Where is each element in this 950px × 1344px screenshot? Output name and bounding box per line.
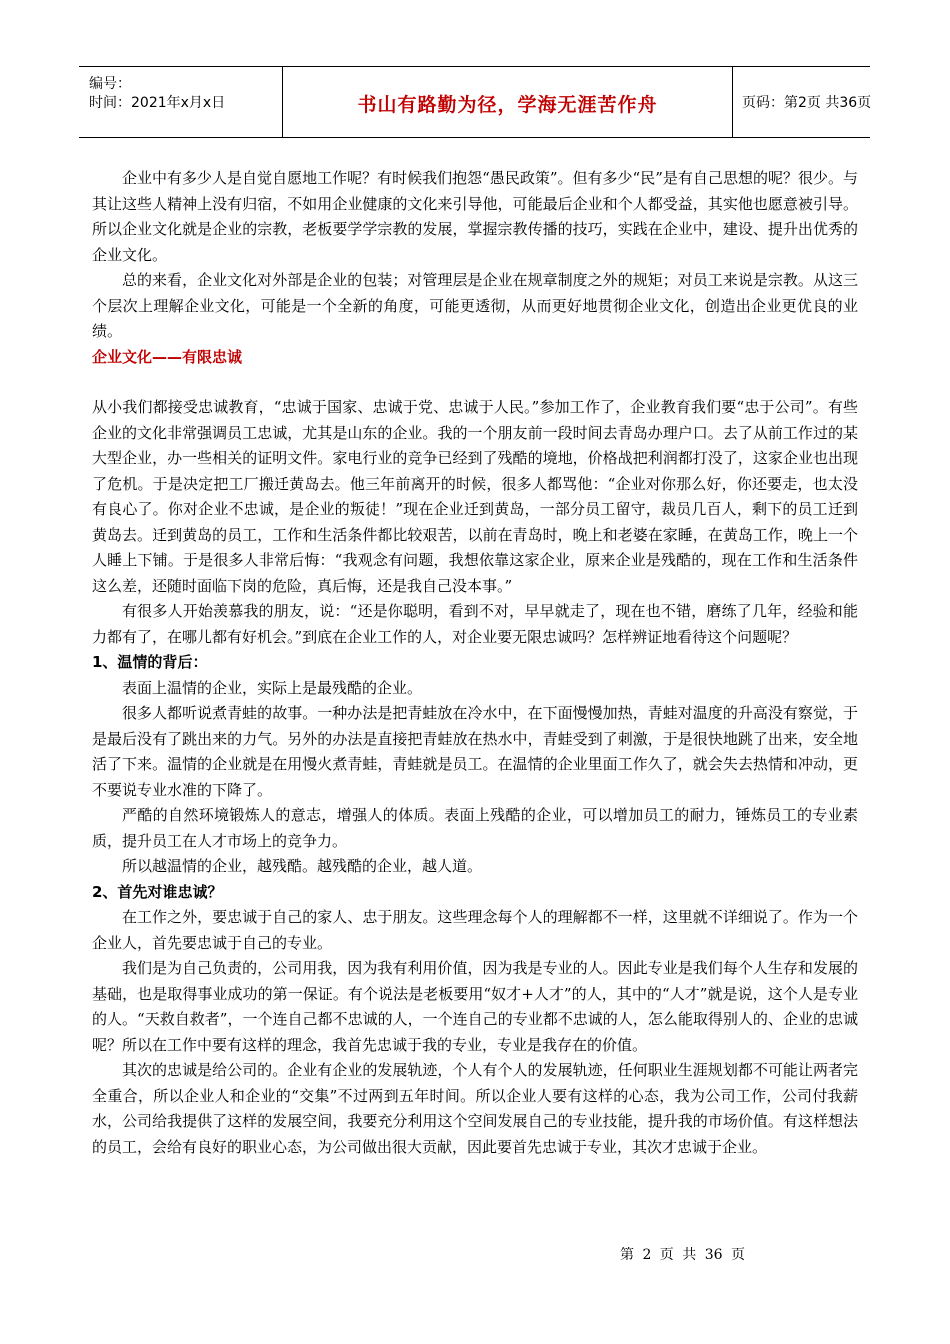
header-left-cell (79, 67, 282, 137)
body-paragraph: 表面上温情的企业，实际上是最残酷的企业。 (122, 678, 423, 697)
document-time-label: 时间：2021年x月x日 (89, 95, 226, 111)
body-paragraph: 我们是为自己负责的，公司用我，因为我有利用价值，因为我是专业的人。因此专业是我们每个人生存和发展的基础，也是取得事业成功的第一保证。有个说法是老板要用“奴才+人才”的人，其中的“人才”就是说，这个人是专业的人。“天救自救者”，一个连自己都不忠诚的人，一个连自己的专业都不忠诚的人，怎么能取得别人的、企业的忠诚呢？所以在工作中要有这样的理念，我首先忠诚于我的专业，专业是我存在的价值。 (92, 959, 858, 1054)
body-paragraph: 从小我们都接受忠诚教育，“忠诚于国家、忠诚于党、忠诚于人民。”参加工作了，企业教育我们要“忠于公司”。有些企业的文化非常强调员工忠诚，尤其是山东的企业。我的一个朋友前一段时间去青岛办理户口。去了从前工作过的某大型企业，办一些相关的证明文件。家电行业的竞争已经到了残酷的境地，价格战把利润都打没了，这家企业也出现了危机。于是决定把工厂搬迁黄岛去。他三年前离开的时候，很多人都骂他：“企业对你那么好，你还要走，也太没有良心了。你对企业不忠诚，是企业的叛徒！”现在企业迁到黄岛，一部分员工留守，裁员几百人，剩下的员工迁到黄岛去。迁到黄岛的员工，工作和生活条件都比较艰苦，以前在青岛时，晚上和老婆在家睡，在黄岛工作，晚上一个人睡上下铺。于是很多人非常后悔：“我观念有问题，我想依靠这家企业，原来企业是残酷的，现在工作和生活条件这么差，还随时面临下岗的危险，真后悔，还是我自己没本事。” (92, 398, 858, 595)
section-heading: 1、温情的背后： (92, 653, 208, 671)
body-paragraph: 严酷的自然环境锻炼人的意志，增强人的体质。表面上残酷的企业，可以增加员工的耐力，锤炼员工的专业素质，提升员工在人才市场上的竞争力。 (92, 806, 858, 850)
body-paragraph: 总的来看，企业文化对外部是企业的包装；对管理层是企业在规章制度之外的规矩；对员工来说是宗教。从这三个层次上理解企业文化，可能是一个全新的角度，可能更透彻，从而更好地贯彻企业文化，创造出企业更优良的业绩。 (92, 271, 858, 340)
body-paragraph: 其次的忠诚是给公司的。企业有企业的发展轨迹，个人有个人的发展轨迹，任何职业生涯规划都不可能让两者完全重合，所以企业人和企业的“交集”不过两到五年时间。所以企业人要有这样的心态，我为公司工作，公司付我薪水，公司给我提供了这样的发展空间，我要充分利用这个空间发展自己的专业技能，提升我的市场价值。有这样想法的员工，会给有良好的职业心态，为公司做出很大贡献，因此要首先忠诚于专业，其次才忠诚于企业。 (92, 1061, 858, 1156)
spacer (92, 370, 858, 395)
header-motto: 书山有路勤为径，学海无涯苦作舟 (357, 94, 658, 116)
header-page-info: 页码：第2页 共36页 (742, 95, 872, 111)
section-heading: 2、首先对谁忠诚？ (92, 882, 223, 901)
page-header (79, 66, 870, 138)
body-paragraph: 在工作之外，要忠诚于自己的家人、忠于朋友。这些理念每个人的理解都不一样，这里就不详细说了。作为一个企业人，首先要忠诚于自己的专业。 (92, 908, 858, 952)
body-paragraph: 有很多人开始羡慕我的朋友，说：“还是你聪明，看到不对，早早就走了，现在也不错，磨练了几年，经验和能力都有了，在哪儿都有好机会。”到底在企业工作的人，对企业要无限忠诚吗？怎样辨证地看待这个问题呢？ (92, 602, 858, 646)
section-title: 企业文化——有限忠诚 (92, 347, 243, 366)
page-footer: 第 2 页 共 36 页 (620, 1247, 745, 1263)
header-middle-cell (282, 67, 733, 137)
body-paragraph: 所以越温情的企业，越残酷。越残酷的企业，越人道。 (122, 857, 483, 875)
document-body (92, 166, 858, 1160)
header-right-cell (732, 67, 870, 137)
body-paragraph: 企业中有多少人是自觉自愿地工作呢？有时候我们抱怨“愚民政策”。但有多少“民”是有自己思想的呢？很少。与其让这些人精神上没有归宿，不如用企业健康的文化来引导他，可能最后企业和个人都受益，其实他也愿意被引导。所以企业文化就是企业的宗教，老板要学学宗教的发展，掌握宗教传播的技巧，实践在企业中，建设、提升出优秀的企业文化。 (92, 169, 858, 264)
document-number-label: 编号： (89, 76, 131, 92)
body-paragraph: 很多人都听说煮青蛙的故事。一种办法是把青蛙放在冷水中，在下面慢慢加热，青蛙对温度的升高没有察觉，于是最后没有了跳出来的力气。另外的办法是直接把青蛙放在热水中，青蛙受到了刺激，于是很快地跳了出来，安全地活了下来。温情的企业就是在用慢火煮青蛙，青蛙就是员工。在温情的企业里面工作久了，就会失去热情和冲动，更不要说专业水准的下降了。 (92, 704, 858, 799)
